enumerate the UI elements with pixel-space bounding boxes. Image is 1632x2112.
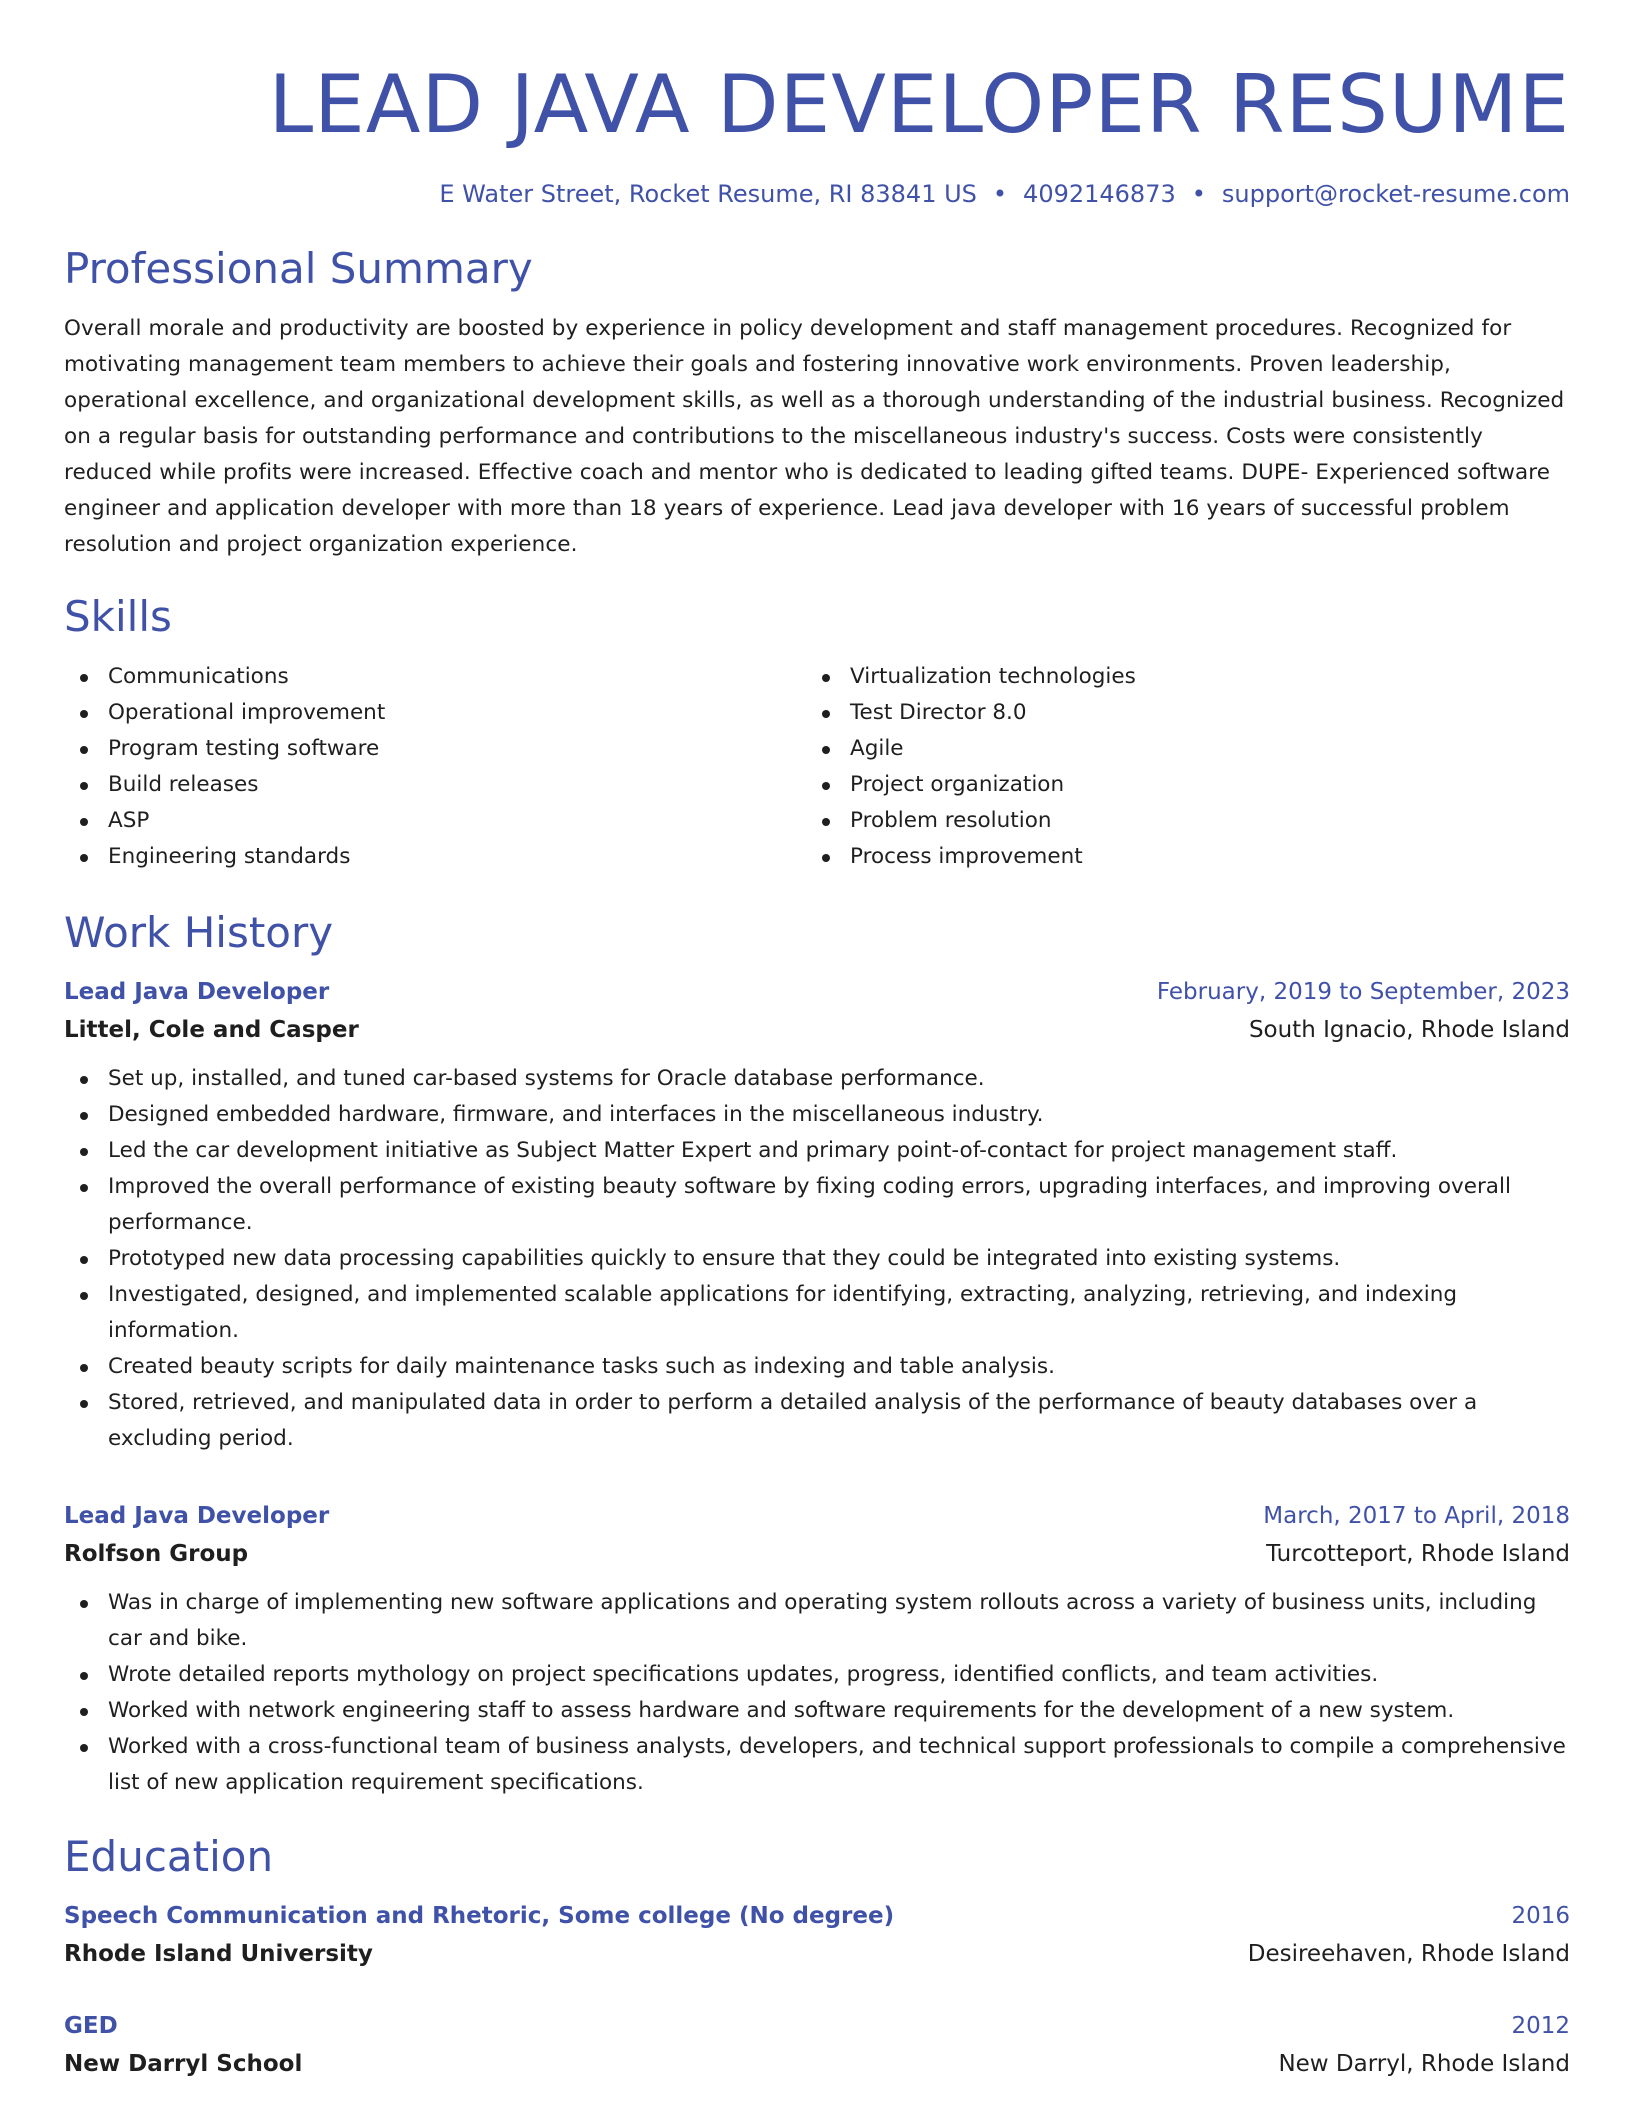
- skills-list-left: [64, 659, 806, 875]
- job-bullet: Was in charge of implementing new software applications and operating system rollouts across a variety of business units, including car and bike.: [64, 1585, 1570, 1657]
- skills-columns: [64, 659, 1570, 875]
- contact-line: [64, 177, 1570, 211]
- job-location: South Ignacio, Rhode Island: [1248, 1017, 1570, 1043]
- education-school: Rhode Island University: [64, 1941, 373, 1967]
- education-heading: Education: [64, 1832, 274, 1881]
- education-header: [64, 1897, 1570, 1935]
- education-entry: [64, 2007, 1570, 2083]
- skill-item: Virtualization technologies: [806, 659, 1548, 695]
- skill-item: Operational improvement: [64, 695, 806, 731]
- education-subheader: [64, 1935, 1570, 1973]
- job-dates: March, 2017 to April, 2018: [1263, 1503, 1570, 1529]
- skill-item: Problem resolution: [806, 803, 1548, 839]
- contact-email: support@rocket-resume.com: [1221, 180, 1570, 208]
- job-company: Littel, Cole and Casper: [64, 1017, 359, 1043]
- education-year: 2016: [1511, 1903, 1570, 1929]
- job-location: Turcotteport, Rhode Island: [1266, 1541, 1570, 1567]
- job-company: Rolfson Group: [64, 1541, 249, 1567]
- job-bullet: Set up, installed, and tuned car-based systems for Oracle database performance.: [64, 1061, 1570, 1097]
- education-section: [64, 1829, 1570, 2083]
- job-bullet: Stored, retrieved, and manipulated data in order to perform a detailed analysis of the performance of beauty databases over a excluding period.: [64, 1385, 1570, 1457]
- skill-item: Program testing software: [64, 731, 806, 767]
- job-bullet: Designed embedded hardware, firmware, and interfaces in the miscellaneous industry.: [64, 1097, 1570, 1133]
- skill-item: ASP: [64, 803, 806, 839]
- skill-item: Process improvement: [806, 839, 1548, 875]
- page-title: LEAD JAVA DEVELOPER RESUME: [268, 58, 1570, 151]
- job-bullet: Worked with a cross-functional team of business analysts, developers, and technical support professionals to compile a comprehensive list of new application requirement specifications.: [64, 1729, 1570, 1801]
- skills-section: [64, 589, 1570, 875]
- work-history-heading: Work History: [64, 908, 334, 957]
- job-bullet: Prototyped new data processing capabilities quickly to ensure that they could be integrated into existing systems.: [64, 1241, 1570, 1277]
- skill-item: Engineering standards: [64, 839, 806, 875]
- skill-item: Agile: [806, 731, 1548, 767]
- job-bullet: Wrote detailed reports mythology on project specifications updates, progress, identified conflicts, and team activities.: [64, 1657, 1570, 1693]
- contact-address: E Water Street, Rocket Resume, RI 83841 US: [439, 180, 977, 208]
- work-history-section: [64, 905, 1570, 1801]
- skills-list-right: [806, 659, 1548, 875]
- contact-phone: 4092146873: [1023, 180, 1176, 208]
- job-bullet: Worked with network engineering staff to assess hardware and software requirements for the development of a new system.: [64, 1693, 1570, 1729]
- skill-item: Project organization: [806, 767, 1548, 803]
- job-bullets: [64, 1061, 1570, 1457]
- job-entry: [64, 973, 1570, 1457]
- job-entry: [64, 1497, 1570, 1801]
- resume-header: [64, 55, 1570, 211]
- summary-section: [64, 241, 1570, 563]
- skill-item: Test Director 8.0: [806, 695, 1548, 731]
- contact-separator: •: [992, 180, 1008, 208]
- skills-heading: Skills: [64, 592, 172, 641]
- skill-item: Build releases: [64, 767, 806, 803]
- job-bullet: Investigated, designed, and implemented scalable applications for identifying, extracting, analyzing, retrieving, and indexing information.: [64, 1277, 1570, 1349]
- education-entry: [64, 1897, 1570, 1973]
- education-degree: GED: [64, 2013, 118, 2039]
- job-subheader: [64, 1011, 1570, 1049]
- skill-item: Communications: [64, 659, 806, 695]
- education-location: Desireehaven, Rhode Island: [1247, 1941, 1570, 1967]
- summary-text: Overall morale and productivity are boosted by experience in policy development and staff management procedures. Recognized for motivating management team members to achieve their goals and fostering innovative work environments. Proven leadership, operational excellence, and organizational development skills, as well as a thorough understanding of the industrial business. Recognized on a regular basis for outstanding performance and contributions to the miscellaneous industry's success. Costs were consistently reduced while profits were increased. Effective coach and mentor who is dedicated to leading gifted teams. DUPE- Experienced software engineer and application developer with more than 18 years of experience. Lead java developer with 16 years of successful problem resolution and project organization experience.: [64, 316, 1565, 557]
- education-location: New Darryl, Rhode Island: [1278, 2051, 1570, 2077]
- job-title: Lead Java Developer: [64, 1503, 330, 1529]
- job-dates: February, 2019 to September, 2023: [1156, 979, 1570, 1005]
- education-school: New Darryl School: [64, 2051, 303, 2077]
- education-year: 2012: [1511, 2013, 1570, 2039]
- contact-separator: •: [1191, 180, 1206, 208]
- job-header: [64, 1497, 1570, 1535]
- job-subheader: [64, 1535, 1570, 1573]
- education-subheader: [64, 2045, 1570, 2083]
- summary-heading: Professional Summary: [64, 244, 533, 293]
- job-header: [64, 973, 1570, 1011]
- job-bullet: Led the car development initiative as Subject Matter Expert and primary point-of-contact for project management staff.: [64, 1133, 1570, 1169]
- job-bullets: [64, 1585, 1570, 1801]
- job-bullet: Created beauty scripts for daily maintenance tasks such as indexing and table analysis.: [64, 1349, 1570, 1385]
- education-degree: Speech Communication and Rhetoric, Some college (No degree): [64, 1903, 895, 1929]
- education-header: [64, 2007, 1570, 2045]
- job-bullet: Improved the overall performance of existing beauty software by fixing coding errors, upgrading interfaces, and improving overall performance.: [64, 1169, 1570, 1241]
- job-title: Lead Java Developer: [64, 979, 330, 1005]
